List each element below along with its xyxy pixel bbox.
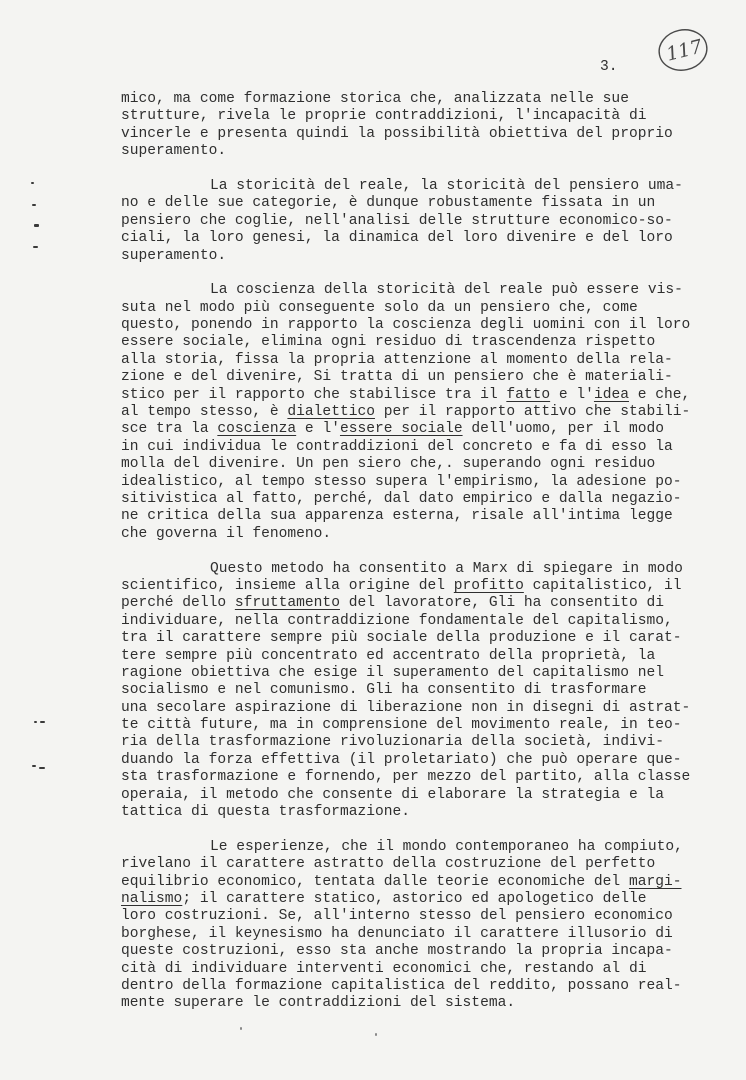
text-line: [121, 717, 690, 734]
text-segment: scientifico, insieme alla origine del: [121, 577, 454, 594]
text-segment: tra il carattere sempre più sociale della produzione e il carat-: [121, 630, 682, 647]
text-segment: del lavoratore, Gli ha consentito di: [339, 595, 664, 612]
text-segment: ; il carattere statico, astorico ed apologetico delle: [182, 890, 647, 907]
text-line: [121, 352, 690, 369]
text-line: [121, 787, 690, 804]
text-segment: suta nel modo più conseguente solo da un pensiero che, come: [121, 299, 638, 316]
text-line: [121, 334, 690, 351]
margin-mark: [32, 765, 36, 767]
text-line: [121, 752, 690, 769]
text-segment: mico, ma come formazione storica che, analizzata nelle sue: [121, 91, 629, 107]
text-line: [121, 317, 690, 334]
text-line: [121, 734, 690, 751]
underlined-text: profitto: [453, 577, 524, 594]
margin-mark: [39, 767, 45, 769]
text-segment: una secolare aspirazione di liberazione non in disegni di astrat-: [121, 699, 691, 716]
text-segment: questo, ponendo in rapporto la coscienza degli uomini con il loro: [121, 317, 691, 334]
text-line: [121, 961, 690, 978]
text-line: [121, 508, 690, 525]
text-line: [121, 178, 690, 195]
text-line: [121, 126, 690, 143]
text-segment: e l': [550, 386, 594, 403]
text-segment: equilibrio economico, tentata dalle teorie economiche del: [121, 873, 629, 890]
archive-stamp: [654, 26, 712, 74]
text-line: [121, 926, 690, 943]
text-segment: sta trasformazione e fornendo, per mezzo del partito, alla classe: [121, 769, 691, 786]
underlined-text: nalismo: [121, 890, 183, 907]
margin-mark: [375, 1033, 377, 1036]
text-segment: al tempo stesso, è: [121, 404, 288, 421]
text-line: [121, 874, 690, 891]
text-line: [121, 613, 690, 630]
text-line: [121, 369, 690, 386]
text-line: [121, 300, 690, 317]
text-segment: socialismo e nel comunismo. Gli ha consentito di trasformare: [121, 682, 647, 699]
paragraph: [121, 282, 690, 543]
margin-mark: [31, 182, 34, 184]
text-segment: cità di individuare interventi economici che, restando al di: [121, 960, 647, 977]
text-line: [121, 456, 690, 473]
text-line: [121, 891, 690, 908]
text-line: [121, 943, 690, 960]
text-segment: La coscienza della storicità del reale può essere vis-: [210, 282, 683, 299]
text-segment: La storicità del reale, la storicità del pensiero uma-: [210, 177, 683, 194]
margin-mark: [40, 721, 45, 723]
text-line: [121, 439, 690, 456]
text-line: [121, 195, 690, 212]
text-line: [121, 561, 690, 578]
text-segment: Le esperienze, che il mondo contemporaneo ha compiuto,: [210, 838, 683, 855]
body-text: [121, 91, 690, 1030]
margin-mark: [34, 224, 39, 227]
text-segment: alla storia, fissa la propria attenzione al momento della rela-: [121, 351, 673, 368]
underlined-text: margi-: [628, 873, 682, 890]
text-line: [121, 526, 690, 543]
text-segment: mente superare le contraddizioni del sistema.: [121, 995, 516, 1012]
margin-mark: [34, 721, 37, 723]
text-segment: tere sempre più concentrato ed accentrato della proprietà, la: [121, 647, 656, 664]
text-segment: superamento.: [121, 143, 227, 160]
text-segment: dell'uomo, per il modo: [462, 421, 665, 438]
underlined-text: sfruttamento: [234, 595, 340, 612]
stamp-number: 117: [664, 35, 705, 66]
text-line: [121, 421, 690, 438]
text-line: [121, 282, 690, 299]
underlined-text: dialettico: [287, 404, 375, 421]
text-segment: borghese, il keynesismo ha denunciato il carattere illusorio di: [121, 925, 673, 942]
text-line: [121, 648, 690, 665]
text-line: [121, 978, 690, 995]
text-line: [121, 474, 690, 491]
text-line: [121, 839, 690, 856]
text-segment: ragione obiettiva che esige il superamento del capitalismo nel: [121, 664, 664, 681]
text-segment: strutture, rivela le proprie contraddizioni, l'incapacità di: [121, 108, 647, 125]
underlined-text: fatto: [506, 386, 551, 403]
text-segment: sce tra la: [121, 421, 218, 438]
text-segment: vincerle e presenta quindi la possibilità obiettiva del proprio: [121, 125, 673, 142]
text-segment: zione e del divenire, Si tratta di un pensiero che è materiali-: [121, 369, 673, 386]
text-segment: sitivistica al fatto, perché, dal dato empirico e dalla negazio-: [121, 490, 682, 507]
text-line: [121, 578, 690, 595]
text-segment: e l': [296, 421, 340, 438]
text-line: [121, 769, 690, 786]
text-line: [121, 248, 690, 265]
text-line: [121, 630, 690, 647]
text-line: [121, 856, 690, 873]
text-segment: capitalistico, il: [523, 577, 682, 594]
text-line: [121, 682, 690, 699]
text-segment: dentro della formazione capitalistica del reddito, possano real-: [121, 977, 682, 994]
underlined-text: idea: [593, 386, 629, 403]
text-segment: per il rapporto attivo che stabili-: [374, 404, 691, 421]
text-segment: no e delle sue categorie, è dunque robustamente fissata in un: [121, 195, 656, 212]
text-line: [121, 91, 690, 108]
text-segment: perché dello: [121, 595, 235, 612]
margin-mark: [240, 1027, 242, 1030]
margin-mark: [33, 246, 38, 248]
text-segment: tattica di questa trasformazione.: [121, 804, 411, 821]
text-segment: in cui individua le contraddizioni del concreto e fa di esso la: [121, 438, 673, 455]
paragraph: [121, 561, 690, 822]
text-line: [121, 143, 690, 160]
text-segment: Questo metodo ha consentito a Marx di spiegare in modo: [210, 560, 683, 577]
text-segment: stico per il rapporto che stabilisce tra il: [121, 386, 507, 403]
text-segment: ria della trasformazione rivoluzionaria della società, indivi-: [121, 734, 664, 751]
text-segment: idealistico, al tempo stesso supera l'empirismo, la adesione po-: [121, 473, 682, 490]
text-line: [121, 804, 690, 821]
underlined-text: coscienza: [217, 421, 297, 438]
text-segment: individuare, nella contraddizione fondamentale del capitalismo,: [121, 612, 673, 629]
text-segment: che governa il fenomeno.: [121, 525, 332, 542]
text-line: [121, 404, 690, 421]
text-segment: duando la forza effettiva (il proletariato) che può operare que-: [121, 751, 682, 768]
margin-mark: [32, 204, 36, 206]
text-segment: ciali, la loro genesi, la dinamica del loro divenire e del loro: [121, 230, 673, 247]
text-segment: essere sociale, elimina ogni residuo di trascendenza rispetto: [121, 334, 656, 351]
text-segment: operaia, il metodo che consente di elaborare la strategia e la: [121, 786, 664, 803]
text-line: [121, 995, 690, 1012]
text-segment: ne critica della sua apparenza esterna, risale all'intima legge: [121, 508, 673, 525]
text-line: [121, 491, 690, 508]
text-segment: superamento.: [121, 247, 227, 264]
paragraph: [121, 178, 690, 265]
text-segment: queste costruzioni, esso sta anche mostrando la propria incapa-: [121, 943, 673, 960]
page-number: 3.: [600, 59, 618, 75]
text-segment: loro costruzioni. Se, all'interno stesso del pensiero economico: [121, 908, 673, 925]
text-segment: rivelano il carattere astratto della costruzione del perfetto: [121, 856, 656, 873]
text-line: [121, 908, 690, 925]
text-segment: e che,: [628, 386, 691, 403]
paragraph: [121, 91, 690, 161]
paragraph: [121, 839, 690, 1013]
text-line: [121, 595, 690, 612]
text-line: [121, 665, 690, 682]
text-line: [121, 108, 690, 125]
text-segment: pensiero che coglie, nell'analisi delle strutture economico-so-: [121, 212, 673, 229]
text-line: [121, 230, 690, 247]
text-line: [121, 213, 690, 230]
text-line: [121, 387, 690, 404]
underlined-text: essere sociale: [339, 421, 463, 438]
text-segment: te città future, ma in comprensione del movimento reale, in teo-: [121, 717, 682, 734]
text-segment: molla del divenire. Un pen siero che,. superando ogni residuo: [121, 456, 656, 473]
text-line: [121, 700, 690, 717]
